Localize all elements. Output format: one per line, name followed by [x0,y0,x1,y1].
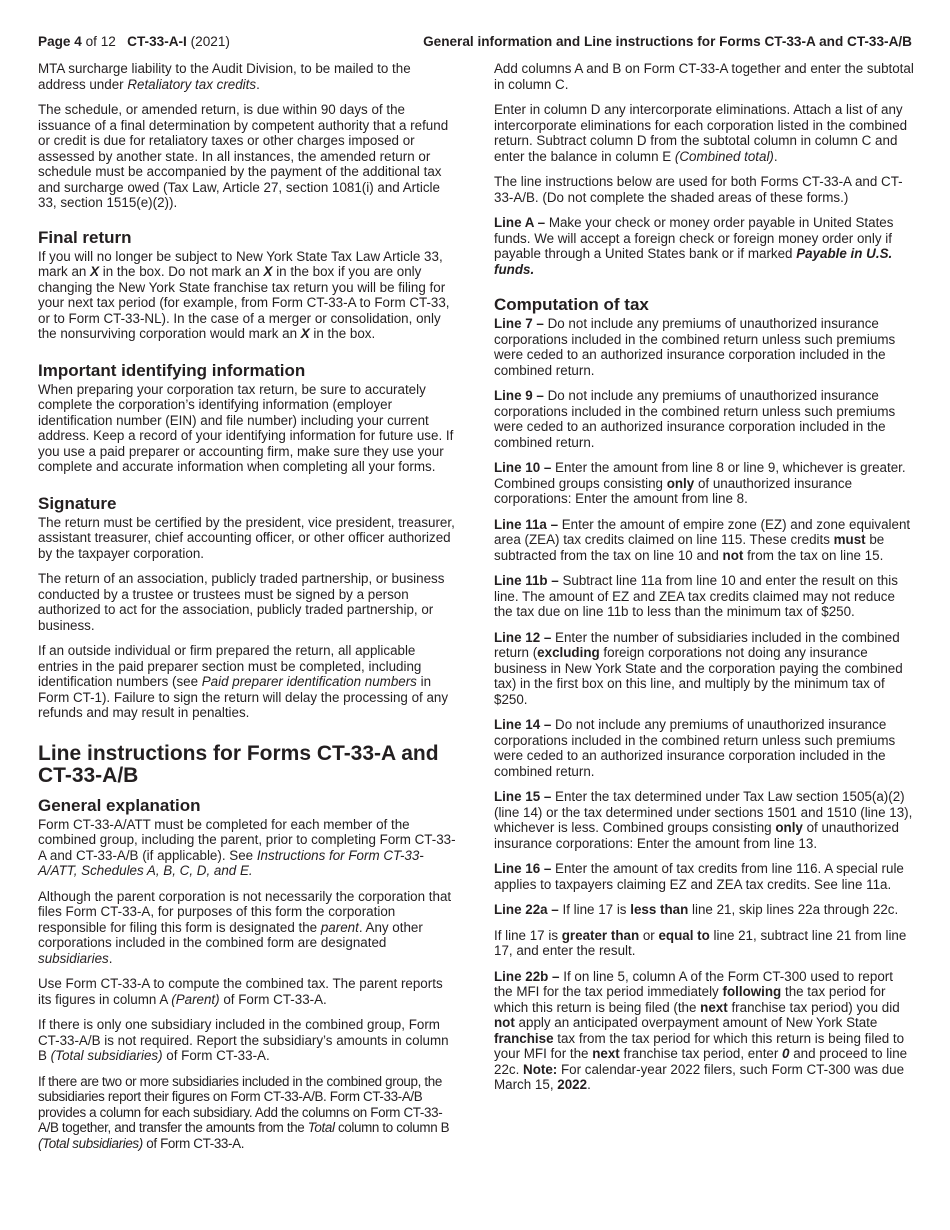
line-9-instruction: Line 9 – Do not include any premiums of unauthorized insurance corporations included in the combined return unless such premiums were ceded to an authorized insurance corporation included in the combined return. [494,388,896,450]
line-11b-instruction: Line 11b – Subtract line 11a from line 10 and enter the result on this line. The amount of EZ and ZEA tax credits claimed may not reduce the tax due on line 11b to less than the minimum tax of $250. [494,573,898,619]
left-column [38,61,458,1161]
form-id: CT-33-A-I [127,34,187,49]
line-7-instruction: Line 7 – Do not include any premiums of unauthorized insurance corporations included in the combined return unless such premiums were ceded to an authorized insurance corporation included in the combined return. [494,316,896,378]
line-11a-instruction: Line 11a – Enter the amount of empire zone (EZ) and zone equivalent area (ZEA) tax credits claimed on line 115. These credits must be subtracted from the tax on line 10 and not from the tax on line 15. [494,516,911,563]
heading-general-explanation: General explanation [38,795,201,815]
right-column [494,61,914,1103]
line-10-instruction: Line 10 – Enter the amount from line 8 or line 9, whichever is greater. Combined groups consisting only of unauthorized insurance corporations: Enter the amount from line 8. [494,460,906,506]
paragraph: MTA surcharge liability to the Audit Division, to be mailed to the address under Retaliatory tax credits. [38,61,411,92]
paragraph: Add columns A and B on Form CT-33-A together and enter the subtotal in column C. [494,61,914,92]
heading-computation-of-tax: Computation of tax [494,295,649,314]
heading-line-instructions: Line instructions for Forms CT-33-A and CT-33-A/B [38,741,439,787]
paragraph: When preparing your corporation tax return, be sure to accurately complete the corporation’s identifying information (employer identification number (EIN) and file number) including your current address. Keep a record of your identifying information for future use. If you use a paid preparer or accounting firm, make sure they use your complete and accurate information when completing all your forms. [38,381,454,474]
line-22b-instruction: Line 22b – If on line 5, column A of the Form CT-300 used to report the MFI for the tax period immediately following the tax period for which this return is being filed (the next franchise tax period) you did not apply an anticipated overpayment amount of New York State franchise tax from the tax period for which this return is being filed to your MFI for the next franchise tax period, enter 0 and proceed to line 22c. Note: For calendar-year 2022 filers, such Form CT-300 was due March 15, 2022. [494,968,908,1092]
paragraph: If there are two or more subsidiaries included in the combined group, the subsidiaries report their figures on Form CT-33-A/B. Form CT-33-A/B provides a column for each subsidiary. Add the columns on Form CT-33-A/B together, and transfer the amounts from the Total column to column B (Total subsidiaries) of Form CT-33-A. [38,1073,450,1151]
paragraph: Use Form CT-33-A to compute the combined tax. The parent reports its figures in column A (Parent) of Form CT-33-A. [38,976,443,1007]
line-12-instruction: Line 12 – Enter the number of subsidiaries included in the combined return (excluding foreign corporations not doing any insurance business in New York State and the corporation paying the combined tax) in the first box on this line, and multiply by the minimum tax of $250. [494,629,903,707]
page-title: General information and Line instructions for Forms CT-33-A and CT-33-A/B [423,34,912,49]
paragraph: Form CT-33-A/ATT must be completed for each member of the combined group, including the parent, prior to completing Form CT-33-A and CT-33-A/B (if applicable). See Instructions for Form CT-33-A/ATT, Schedules A, B, C, D, and E. [38,816,456,878]
line-14-instruction: Line 14 – Do not include any premiums of unauthorized insurance corporations included in the combined return unless such premiums were ceded to an authorized insurance corporation included in the combined return. [494,717,896,779]
line-a-instruction: Line A – Make your check or money order payable in United States funds. We will accept a foreign check or foreign money order only if payable through a United States bank or if marked Payable in U.S. funds. [494,215,894,277]
paragraph: If you will no longer be subject to New York State Tax Law Article 33, mark an X in the box. Do not mark an X in the box if you are only changing the New York State franchise tax return you will be filing for your next tax period (for example, from Form CT-33-A to Form CT-33, or to Form CT-33-NL). In the case of a merger or consolidation, only the nonsurviving corporation would mark an X in the box. [38,248,450,341]
form-year: (2021) [186,34,230,49]
heading-identifying-information: Important identifying information [38,360,306,380]
paragraph: The line instructions below are used for both Forms CT-33-A and CT-33-A/B. (Do not complete the shaded areas of these forms.) [494,174,903,205]
line-22a-continuation: If line 17 is greater than or equal to line 21, subtract line 21 from line 17, and enter the result. [494,927,907,958]
paragraph: If there is only one subsidiary included in the combined group, Form CT-33-A/B is not required. Report the subsidiary’s amounts in column B (Total subsidiaries) of Form CT-33-A. [38,1017,449,1063]
page-header [38,34,912,52]
paragraph: Enter in column D any intercorporate eliminations. Attach a list of any intercorporate eliminations for each corporation listed in the combined return. Subtract column D from the subtotal column in column C and enter the balance in column E (Combined total). [494,102,908,164]
paragraph: The return must be certified by the president, vice president, treasurer, assistant treasurer, chief accounting officer, or other officer authorized by the taxpayer corporation. [38,514,455,561]
heading-final-return: Final return [38,227,132,247]
paragraph: The return of an association, publicly traded partnership, or business conducted by a trustee or trustees must be signed by a person authorized to act for the association, publicly traded partnership, or business. [38,571,445,633]
paragraph: If an outside individual or firm prepared the return, all applicable entries in the paid preparer section must be completed, including identification numbers (see Paid preparer identification numbers in Form CT-1). Failure to sign the return will delay the processing of any refunds and may result in penalties. [38,643,449,720]
line-15-instruction: Line 15 – Enter the tax determined under Tax Law section 1505(a)(2) (line 14) or the tax determined under sections 1501 and 1510 (line 13), whichever is less. Combined groups consisting only of unauthorized insurance corporations: Enter the amount from line 13. [494,789,913,851]
page-number: Page 4 of 12 CT-33-A-I (2021) [38,34,230,49]
line-16-instruction: Line 16 – Enter the amount of tax credits from line 116. A special rule applies to taxpayers claiming EZ and ZEA tax credits. See line 11a. [494,861,904,892]
heading-signature: Signature [38,493,117,513]
paragraph: The schedule, or amended return, is due within 90 days of the issuance of a final determination by competent authority that a refund or credit is due for retaliatory taxes or other charges imposed or assessed by another state. In all instances, the amended return or schedule must be accompanied by the payment of the additional tax and surcharge owed (Tax Law, Article 27, section 1081(i) and Article 33, section 1515(e)(2)). [38,102,449,210]
line-22a-instruction: Line 22a – If line 17 is less than line 21, skip lines 22a through 22c. [494,902,899,917]
paragraph: Although the parent corporation is not necessarily the corporation that files Form CT-33-A, for purposes of this form the corporation responsible for filing this form is designated the parent. Any other corporations included in the combined form are designated subsidiaries. [38,888,452,966]
